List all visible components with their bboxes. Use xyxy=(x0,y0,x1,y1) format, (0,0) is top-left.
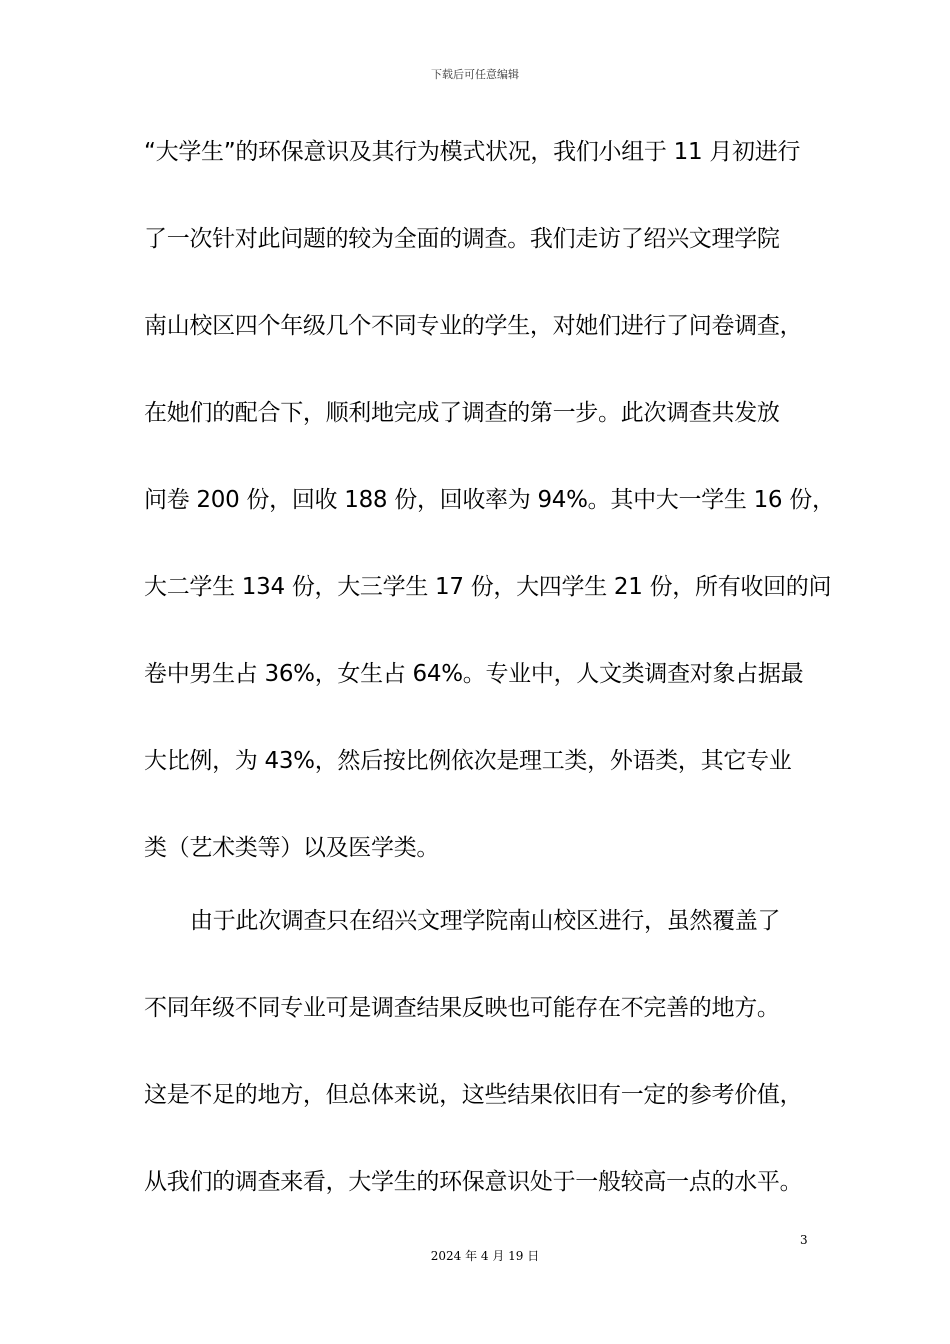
footer-date: 2024 年 4 月 19 日 xyxy=(430,1249,540,1263)
page-header: 下载后可任意编辑 xyxy=(431,68,519,81)
body-line-4: 在她们的配合下，顺利地完成了调查的第一步。此次调查共发放 xyxy=(144,400,780,426)
body-line-9: 类（艺术类等）以及医学类。 xyxy=(144,835,440,861)
body-line-7: 卷中男生占 36%，女生占 64%。专业中，人文类调查对象占据最 xyxy=(144,661,804,687)
body-line-10: 由于此次调查只在绍兴文理学院南山校区进行，虽然覆盖了 xyxy=(190,908,781,934)
body-line-8: 大比例，为 43%，然后按比例依次是理工类，外语类，其它专业 xyxy=(144,748,792,774)
body-line-5: 问卷 200 份，回收 188 份，回收率为 94%。其中大一学生 16 份， xyxy=(144,487,835,513)
body-line-6: 大二学生 134 份，大三学生 17 份，大四学生 21 份，所有收回的问 xyxy=(144,574,832,600)
body-line-1: “大学生”的环保意识及其行为模式状况，我们小组于 11 月初进行 xyxy=(144,139,801,165)
body-line-12: 这是不足的地方，但总体来说，这些结果依旧有一定的参考价值， xyxy=(144,1082,803,1108)
body-line-2: 了一次针对此问题的较为全面的调查。我们走访了绍兴文理学院 xyxy=(144,226,780,252)
body-line-11: 不同年级不同专业可是调查结果反映也可能存在不完善的地方。 xyxy=(144,995,780,1021)
body-line-3: 南山校区四个年级几个不同专业的学生，对她们进行了问卷调查， xyxy=(144,313,803,339)
body-line-13: 从我们的调查来看，大学生的环保意识处于一般较高一点的水平。 xyxy=(144,1169,803,1195)
page-number: 3 xyxy=(800,1233,808,1247)
